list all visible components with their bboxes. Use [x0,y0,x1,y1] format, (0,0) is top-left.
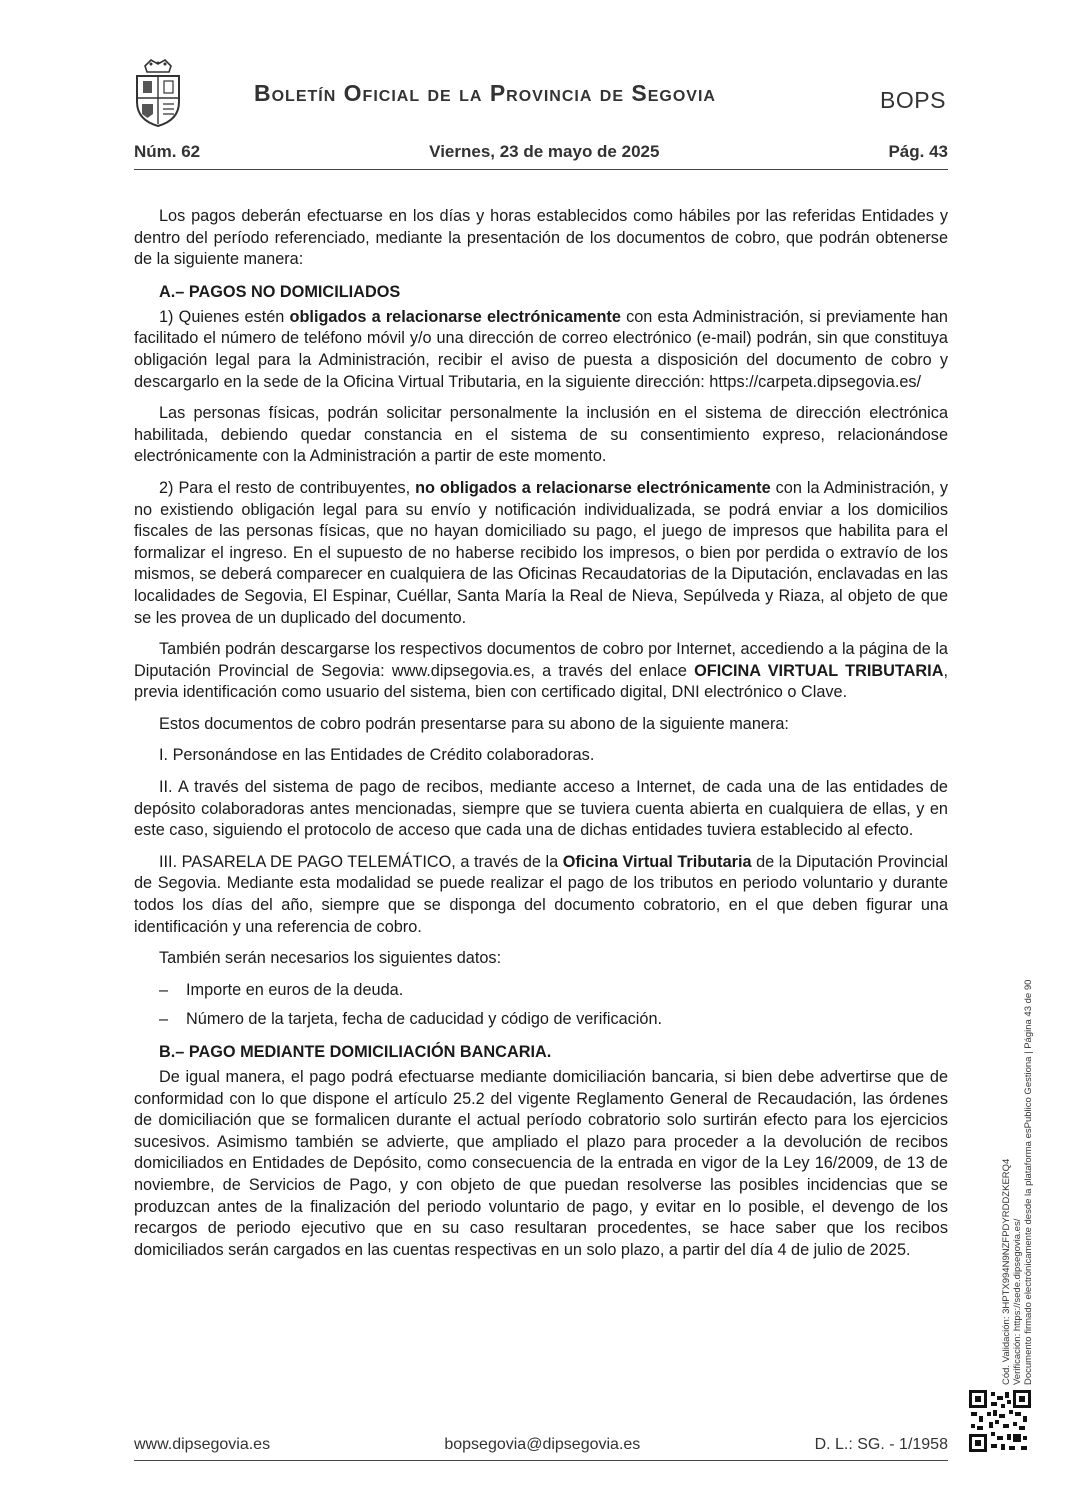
paragraph-persons: Las personas físicas, podrán solicitar personalmente la inclusión en el sistema de dirección electrónica habilitada, debiendo quedar constancia en el sistema de su consentimiento expreso, relacionándose electrónicamente con la Administración a partir de este momento. [134,404,948,466]
page-footer [134,1436,948,1461]
list-item: – Número de la tarjeta, fecha de caducidad y código de verificación. [134,1009,948,1031]
bulletin-acronym: BOPS [880,87,946,113]
paragraph-a2: 2) Para el resto de contribuyentes, no obligados a relacionarse electrónicamente con la Administración, y no existiendo obligación legal para su envío y notificación individualizada, se podrá enviar a los domicilios fiscales de las personas físicas, que no hayan domiciliado su pago, el juego de impresos que habilita para el formalizar el ingreso. En el supuesto de no haberse recibido los impresos, o bien por perdida o extravío de los mismos, se deberá comparecer en cualquiera de las Oficinas Recaudatorias de la Diputación, enclavadas en las localidades de Segovia, El Espinar, Cuéllar, Santa María la Real de Nieva, Sepúlveda y Riaza, al objeto de que se les provea de un duplicado del documento. [134,478,948,627]
signature-note: Documento firmado electrónicamente desde la plataforma esPublico Gestiona | Página 43 de 90 [1023,979,1034,1385]
footer-website: www.dipsegovia.es [134,1436,271,1453]
paragraph-way-1: I. Personándose en las Entidades de Crédito colaboradoras. [159,746,595,765]
dash-bullet: – [159,980,169,999]
issue-number: Núm. 62 [134,142,201,161]
dash-bullet: – [159,1010,169,1029]
paragraph-a1: 1) Quienes estén obligados a relacionarse electrónicamente con esta Administración, si previamente han facilitado el número de teléfono móvil y/o una dirección de correo electrónico (e-mail) podrán, sin que constituya obligación legal para la Administración, recibir el aviso de puesta a disposición del documento de cobro y descargarlo en la sede de la Oficina Virtual Tributaria, en la siguiente dirección: https://carpeta.dipsegovia.es/ [134,307,948,391]
section-a-heading: A.– PAGOS NO DOMICILIADOS [159,282,401,301]
coat-of-arms-icon [133,58,183,128]
paragraph-docs-present: Estos documentos de cobro podrán presentarse para su abono de la siguiente manera: [159,714,789,733]
verification-url: Verificación: https://sede.dipsegovia.es/ [1012,1218,1023,1385]
section-b-heading: B.– PAGO MEDIANTE DOMICILIACIÓN BANCARIA. [159,1043,552,1061]
validation-code: Cód. Validación: 3HPTX994N9NZFPDYRDDZKERQ4 [1001,1158,1012,1385]
page-number: Pág. 43 [888,142,948,161]
paragraph-also-needed: También serán necesarios los siguientes datos: [159,949,502,968]
issue-info-bar [134,142,948,170]
issue-date: Viernes, 23 de mayo de 2025 [429,142,660,161]
intro-paragraph: Los pagos deberán efectuarse en los días y horas establecidos como hábiles por las referidas Entidades y dentro del período referenciado, mediante la presentación de los documentos de cobro, que podrán obtenerse de la siguiente manera: [134,207,948,269]
paragraph-internet: También podrán descargarse los respectivos documentos de cobro por Internet, accediendo a la página de la Diputación Provincial de Segovia: www.dipsegovia.es, a través del enlace OFICINA VIRTUAL TRIBUTARIA, previa identificación como usuario del sistema, bien con certificado digital, DNI electrónico o Clave. [134,640,948,702]
qr-code-icon [969,1390,1031,1452]
paragraph-b: De igual manera, el pago podrá efectuarse mediante domiciliación bancaria, si bien debe advertirse que de conformidad con lo que dispone el artículo 25.2 del vigente Reglamento General de Recaudación, las órdenes de domiciliación que se formalicen durante el actual período cobratorio solo surtirán efecto para los ejercicios sucesivos. Asimismo también se advierte, que ampliado el plazo para proceder a la devolución de recibos domiciliados en Entidades de Depósito, como consecuencia de la entrada en vigor de la Ley 16/2009, de 13 de noviembre, de Servicios de Pago, y con objeto de que puedan resolverse las posibles incidencias que se produzcan antes de la finalización del periodo voluntario de pago, y evitar en lo posible, el devengo de los recargos de periodo ejecutivo que en su caso resultaran procedentes, se hace saber que los recibos domiciliados serán cargados en las cuentas respectivas en un solo plazo, a partir del día 4 de julio de 2025. [134,1068,948,1259]
list-item: – Importe en euros de la deuda. [134,980,948,1002]
required-data-list [134,980,948,1031]
paragraph-way-3: III. PASARELA DE PAGO TELEMÁTICO, a través de la Oficina Virtual Tributaria de la Diputación Provincial de Segovia. Mediante esta modalidad se puede realizar el pago de los tributos en periodo voluntario y durante todos los días del año, siempre que se disponga del documento cobratorio, en el que deben figurar una identificación y una referencia de cobro. [134,852,948,936]
document-body [134,206,948,1271]
paragraph-way-2: II. A través del sistema de pago de recibos, mediante acceso a Internet, de cada una de las entidades de depósito colaboradoras antes mencionadas, siempre que se tuviera cuenta abierta en cualquiera de ellas, y en este caso, siguiendo el protocolo de acceso que cada una de dichas entidades tuviera establecido al efecto. [134,778,948,840]
footer-legal-deposit: D. L.: SG. - 1/1958 [814,1436,948,1453]
footer-email: bopsegovia@dipsegovia.es [444,1436,641,1453]
bulletin-title: Boletín Oficial de la Provincia de Segovia [254,80,716,106]
validation-sidebar [1001,980,1034,1385]
